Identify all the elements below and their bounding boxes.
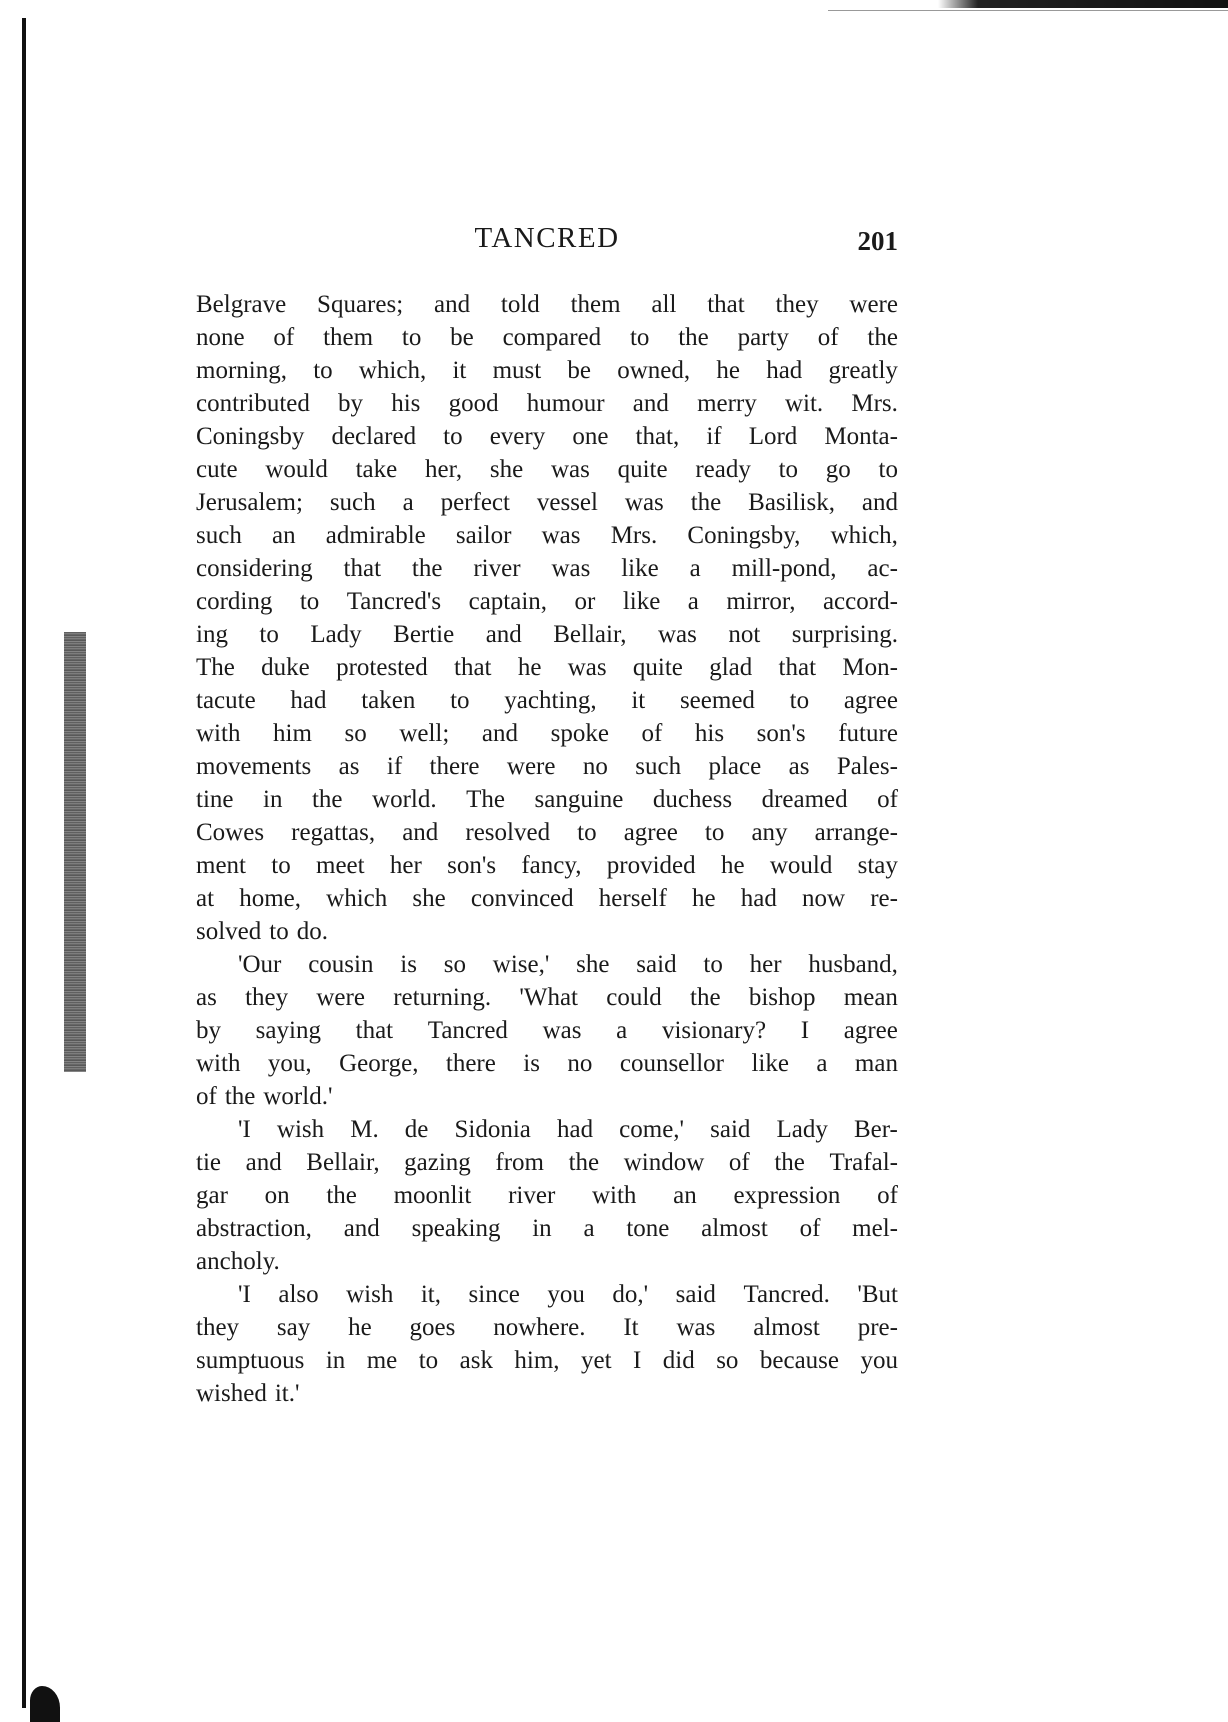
scan-corner-blot	[30, 1686, 60, 1722]
scan-top-rule	[828, 10, 1228, 11]
text-line: movements as if there were no such place as Pales-	[196, 753, 898, 780]
text-line: Belgrave Squares; and told them all that they were	[196, 291, 898, 318]
text-line: with you, George, there is no counsellor like a man	[196, 1050, 898, 1077]
text-line: contributed by his good humour and merry wit. Mrs.	[196, 390, 898, 417]
text-line: 'I also wish it, since you do,' said Tancred. 'But	[238, 1281, 898, 1308]
text-line: morning, to which, it must be owned, he had greatly	[196, 357, 898, 384]
text-line: wished it.'	[196, 1380, 300, 1407]
text-line: tine in the world. The sanguine duchess dreamed of	[196, 786, 898, 813]
text-line: they say he goes nowhere. It was almost pre-	[196, 1314, 898, 1341]
text-line: cording to Tancred's captain, or like a mirror, accord-	[196, 588, 898, 615]
binding-gutter-shadow	[64, 632, 86, 1072]
text-line: tie and Bellair, gazing from the window of the Trafal-	[196, 1149, 898, 1176]
text-line: Cowes regattas, and resolved to agree to any arrange-	[196, 819, 898, 846]
text-line: Jerusalem; such a perfect vessel was the Basilisk, and	[196, 489, 898, 516]
text-line: none of them to be compared to the party of the	[196, 324, 898, 351]
text-line: of the world.'	[196, 1083, 333, 1110]
text-line: 'I wish M. de Sidonia had come,' said Lady Ber-	[238, 1116, 898, 1143]
text-line: ancholy.	[196, 1248, 280, 1275]
text-line: gar on the moonlit river with an expression of	[196, 1182, 898, 1209]
text-line: considering that the river was like a mill-pond, ac-	[196, 555, 898, 582]
body-text	[196, 288, 898, 1410]
text-line: tacute had taken to yachting, it seemed to agree	[196, 687, 898, 714]
text-line: ing to Lady Bertie and Bellair, was not surprising.	[196, 621, 898, 648]
text-line: Coningsby declared to every one that, if Lord Monta-	[196, 423, 898, 450]
running-title: TANCRED	[474, 222, 620, 254]
page-number: 201	[857, 226, 898, 256]
text-line: sumptuous in me to ask him, yet I did so because you	[196, 1347, 898, 1374]
text-line: ment to meet her son's fancy, provided he would stay	[196, 852, 898, 879]
text-line: as they were returning. 'What could the bishop mean	[196, 984, 898, 1011]
scan-top-edge	[938, 0, 1228, 8]
text-line: at home, which she convinced herself he had now re-	[196, 885, 898, 912]
text-line: 'Our cousin is so wise,' she said to her husband,	[238, 951, 898, 978]
scan-left-edge	[22, 18, 26, 1708]
text-line: cute would take her, she was quite ready to go to	[196, 456, 898, 483]
page-header	[196, 222, 898, 262]
text-line: with him so well; and spoke of his son's future	[196, 720, 898, 747]
text-line: such an admirable sailor was Mrs. Coningsby, which,	[196, 522, 898, 549]
text-line: solved to do.	[196, 918, 328, 945]
text-line: abstraction, and speaking in a tone almost of mel-	[196, 1215, 898, 1242]
text-line: The duke protested that he was quite glad that Mon-	[196, 654, 898, 681]
text-line: by saying that Tancred was a visionary? I agree	[196, 1017, 898, 1044]
